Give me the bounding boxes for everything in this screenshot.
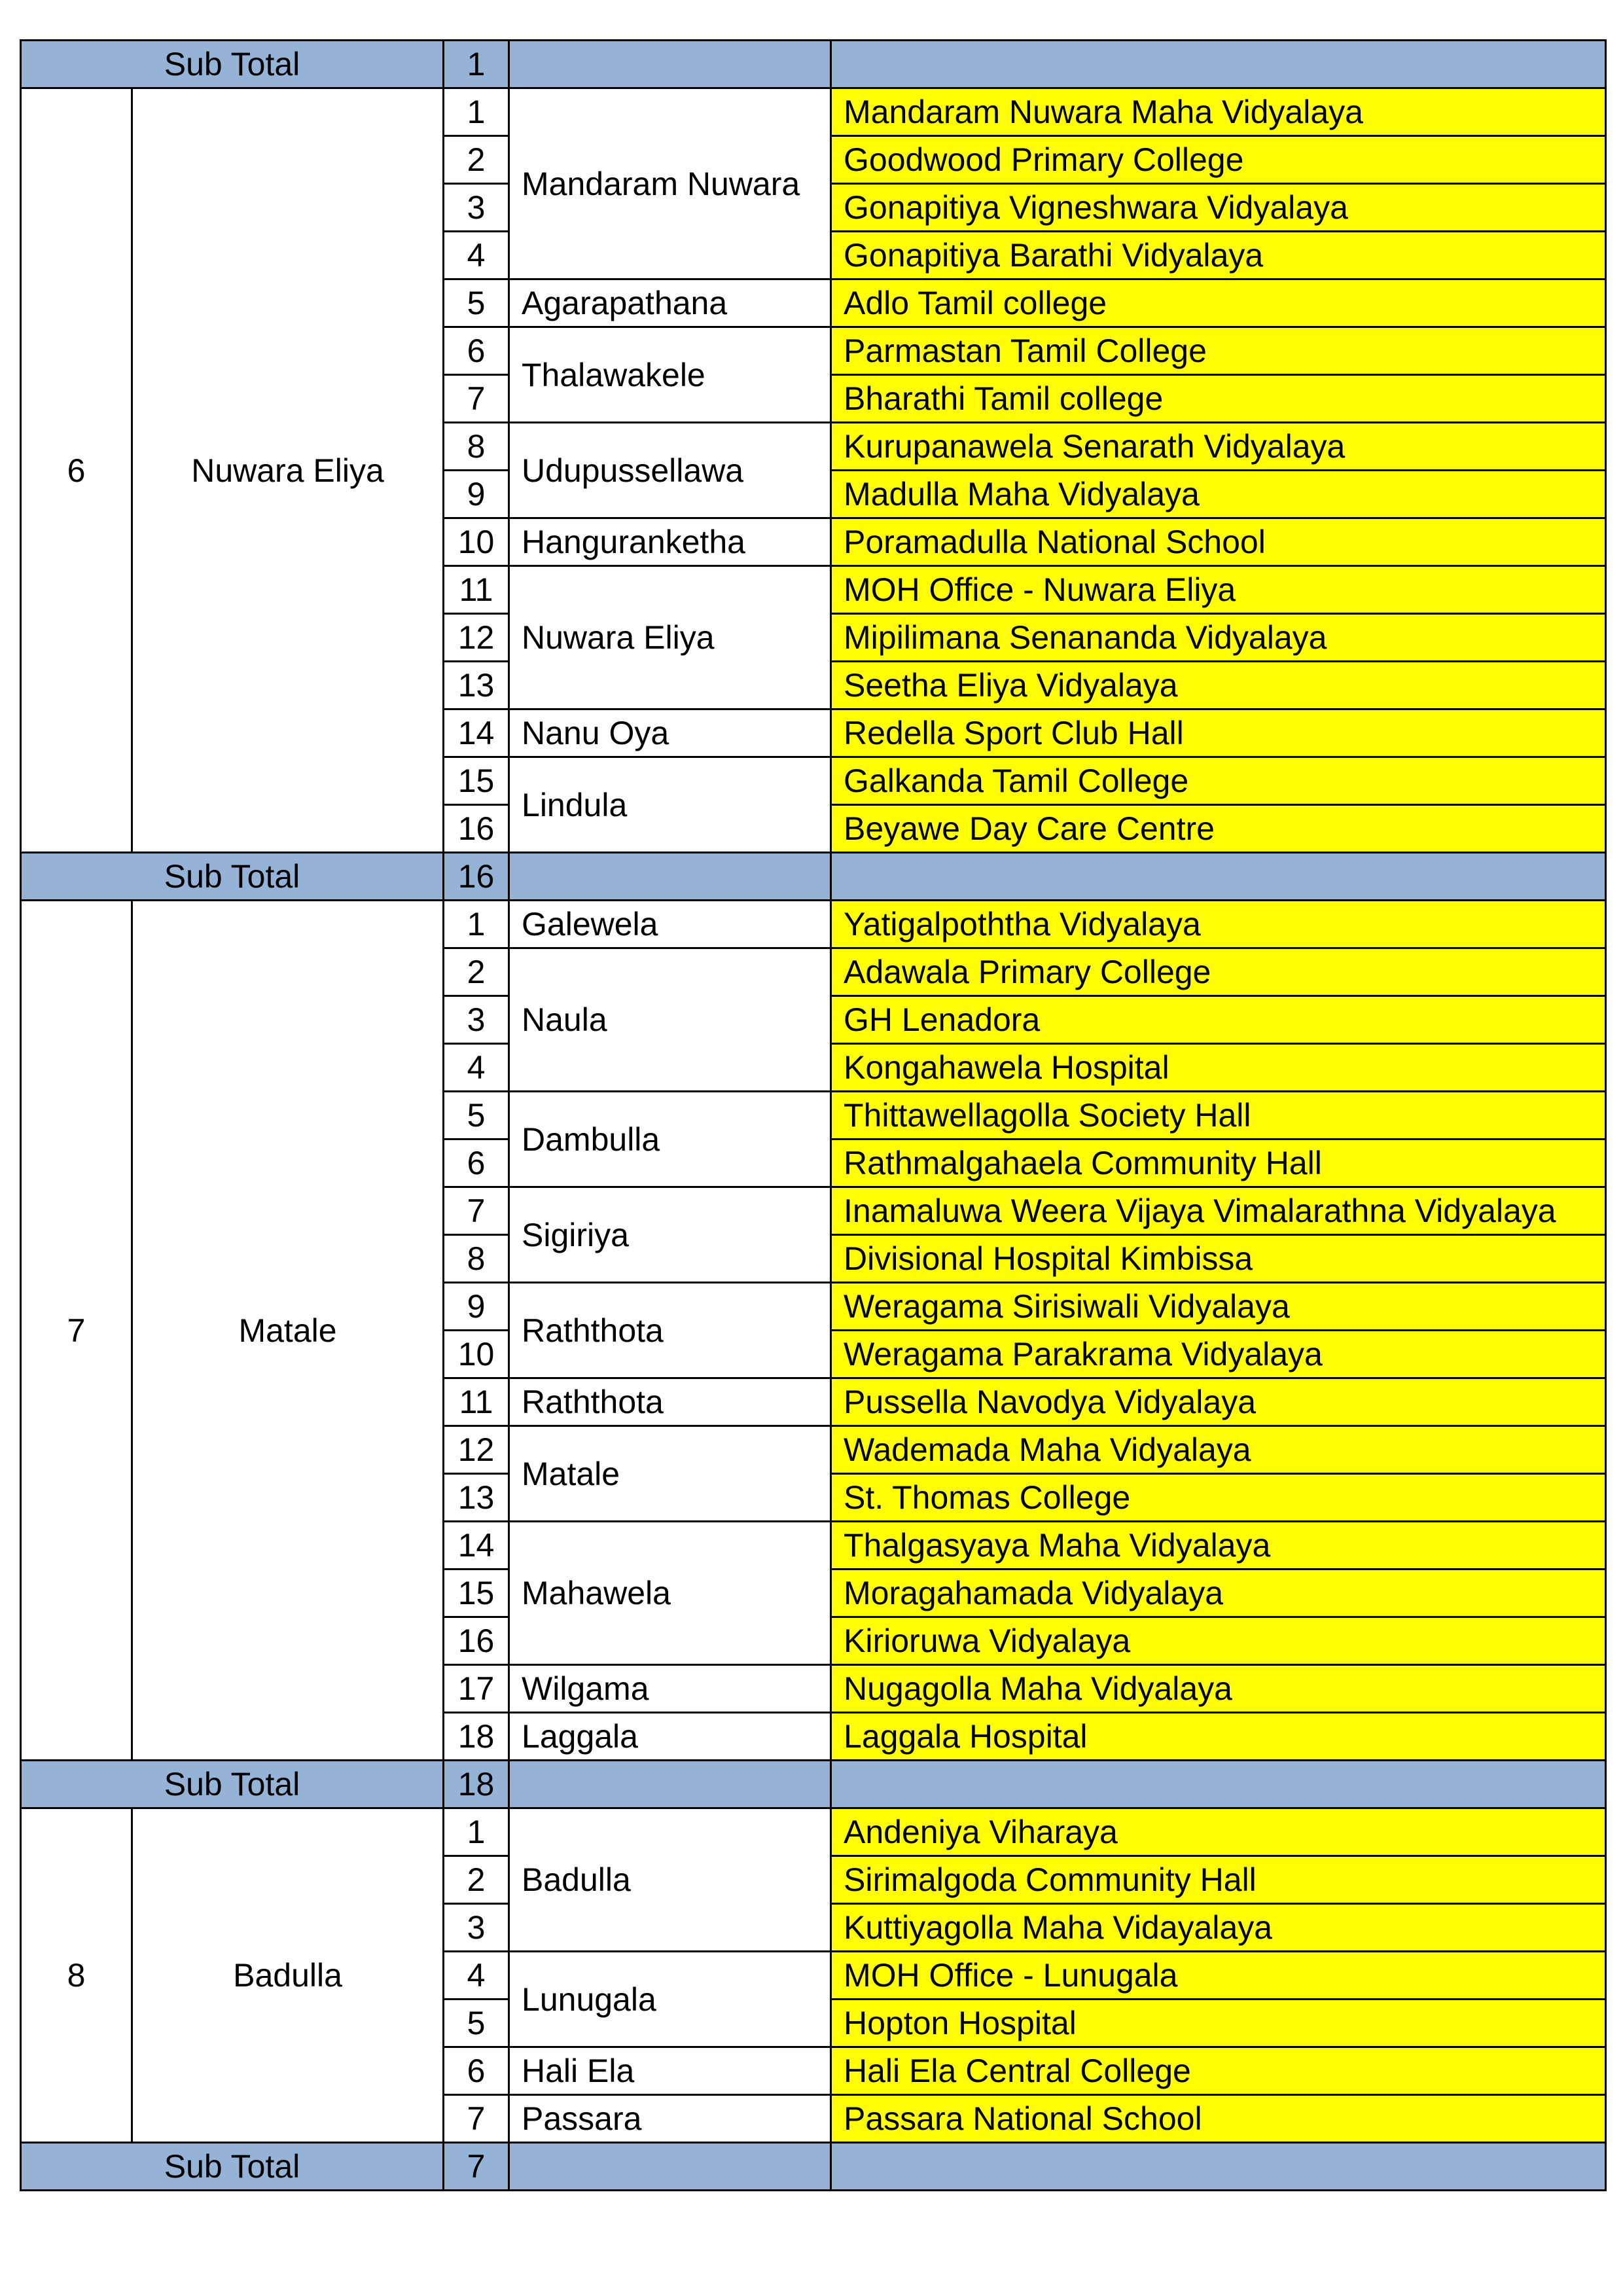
site-index: 1 xyxy=(444,901,509,948)
area-name: Lindula xyxy=(509,757,831,853)
site-index: 5 xyxy=(444,1092,509,1139)
subtotal-label: Sub Total xyxy=(21,853,444,901)
site-index: 1 xyxy=(444,88,509,136)
site-name: Weragama Sirisiwali Vidyalaya xyxy=(831,1283,1606,1331)
site-name: Bharathi Tamil college xyxy=(831,375,1606,423)
district-number: 7 xyxy=(21,901,132,1761)
site-name: Nugagolla Maha Vidyalaya xyxy=(831,1665,1606,1713)
area-name: Mandaram Nuwara xyxy=(509,88,831,279)
site-name: Kurupanawela Senarath Vidyalaya xyxy=(831,423,1606,471)
site-index: 7 xyxy=(444,2095,509,2143)
subtotal-blank xyxy=(509,1761,831,1808)
site-index: 12 xyxy=(444,614,509,662)
site-name: Inamaluwa Weera Vijaya Vimalarathna Vidyalaya xyxy=(831,1187,1606,1235)
area-name: Laggala xyxy=(509,1713,831,1761)
area-name: Agarapathana xyxy=(509,279,831,327)
district-name: Badulla xyxy=(132,1808,444,2143)
site-name: Hopton Hospital xyxy=(831,2000,1606,2047)
table-row xyxy=(21,901,1606,948)
site-name: Passara National School xyxy=(831,2095,1606,2143)
site-index: 10 xyxy=(444,518,509,566)
area-name: Nanu Oya xyxy=(509,709,831,757)
area-name: Passara xyxy=(509,2095,831,2143)
site-name: Gonapitiya Vigneshwara Vidyalaya xyxy=(831,184,1606,232)
site-index: 4 xyxy=(444,1044,509,1092)
subtotal-row xyxy=(21,853,1606,901)
site-index: 15 xyxy=(444,757,509,805)
district-name: Matale xyxy=(132,901,444,1761)
site-name: Seetha Eliya Vidyalaya xyxy=(831,662,1606,709)
site-name: Wademada Maha Vidyalaya xyxy=(831,1426,1606,1474)
site-index: 2 xyxy=(444,1856,509,1904)
table-row xyxy=(21,88,1606,136)
area-name: Dambulla xyxy=(509,1092,831,1187)
area-name: Mahawela xyxy=(509,1522,831,1665)
site-name: Divisional Hospital Kimbissa xyxy=(831,1235,1606,1283)
site-index: 11 xyxy=(444,1378,509,1426)
site-index: 6 xyxy=(444,2047,509,2095)
site-name: Madulla Maha Vidyalaya xyxy=(831,471,1606,518)
site-index: 5 xyxy=(444,2000,509,2047)
site-name: Thittawellagolla Society Hall xyxy=(831,1092,1606,1139)
site-name: MOH Office - Nuwara Eliya xyxy=(831,566,1606,614)
subtotal-blank xyxy=(831,41,1606,88)
site-index: 14 xyxy=(444,709,509,757)
site-index: 14 xyxy=(444,1522,509,1570)
district-number: 8 xyxy=(21,1808,132,2143)
area-name: Raththota xyxy=(509,1378,831,1426)
site-index: 9 xyxy=(444,1283,509,1331)
site-index: 15 xyxy=(444,1570,509,1617)
site-name: Mipilimana Senananda Vidyalaya xyxy=(831,614,1606,662)
subtotal-label: Sub Total xyxy=(21,41,444,88)
area-name: Hali Ela xyxy=(509,2047,831,2095)
site-name: Kuttiyagolla Maha Vidayalaya xyxy=(831,1904,1606,1952)
site-index: 2 xyxy=(444,136,509,184)
subtotal-blank xyxy=(509,853,831,901)
area-name: Badulla xyxy=(509,1808,831,1952)
site-index: 4 xyxy=(444,232,509,279)
site-table-body xyxy=(21,41,1606,2191)
site-name: Pussella Navodya Vidyalaya xyxy=(831,1378,1606,1426)
site-index: 3 xyxy=(444,996,509,1044)
site-index: 3 xyxy=(444,1904,509,1952)
site-name: Poramadulla National School xyxy=(831,518,1606,566)
subtotal-row xyxy=(21,2143,1606,2191)
subtotal-count: 18 xyxy=(444,1761,509,1808)
site-index: 16 xyxy=(444,1617,509,1665)
subtotal-blank xyxy=(509,2143,831,2191)
site-index: 18 xyxy=(444,1713,509,1761)
site-index: 11 xyxy=(444,566,509,614)
site-table xyxy=(20,39,1607,2191)
site-index: 4 xyxy=(444,1952,509,2000)
area-name: Udupussellawa xyxy=(509,423,831,518)
subtotal-label: Sub Total xyxy=(21,1761,444,1808)
site-name: Weragama Parakrama Vidyalaya xyxy=(831,1331,1606,1378)
site-index: 3 xyxy=(444,184,509,232)
site-index: 1 xyxy=(444,1808,509,1856)
table-row xyxy=(21,1808,1606,1856)
subtotal-blank xyxy=(831,2143,1606,2191)
site-name: Mandaram Nuwara Maha Vidyalaya xyxy=(831,88,1606,136)
site-index: 8 xyxy=(444,1235,509,1283)
site-name: Andeniya Viharaya xyxy=(831,1808,1606,1856)
subtotal-blank xyxy=(831,1761,1606,1808)
site-name: Adlo Tamil college xyxy=(831,279,1606,327)
site-name: Moragahamada Vidyalaya xyxy=(831,1570,1606,1617)
site-index: 6 xyxy=(444,327,509,375)
site-index: 8 xyxy=(444,423,509,471)
district-number: 6 xyxy=(21,88,132,853)
site-name: Sirimalgoda Community Hall xyxy=(831,1856,1606,1904)
site-index: 2 xyxy=(444,948,509,996)
site-name: Hali Ela Central College xyxy=(831,2047,1606,2095)
area-name: Galewela xyxy=(509,901,831,948)
site-name: Gonapitiya Barathi Vidyalaya xyxy=(831,232,1606,279)
area-name: Sigiriya xyxy=(509,1187,831,1283)
site-name: Thalgasyaya Maha Vidyalaya xyxy=(831,1522,1606,1570)
area-name: Thalawakele xyxy=(509,327,831,423)
subtotal-count: 16 xyxy=(444,853,509,901)
site-name: Yatigalpoththa Vidyalaya xyxy=(831,901,1606,948)
site-index: 17 xyxy=(444,1665,509,1713)
site-index: 16 xyxy=(444,805,509,853)
site-name: Kirioruwa Vidyalaya xyxy=(831,1617,1606,1665)
site-name: Adawala Primary College xyxy=(831,948,1606,996)
site-name: Beyawe Day Care Centre xyxy=(831,805,1606,853)
site-name: Parmastan Tamil College xyxy=(831,327,1606,375)
area-name: Raththota xyxy=(509,1283,831,1378)
document-page xyxy=(20,39,1605,2191)
site-name: GH Lenadora xyxy=(831,996,1606,1044)
site-index: 5 xyxy=(444,279,509,327)
site-index: 9 xyxy=(444,471,509,518)
site-name: Rathmalgahaela Community Hall xyxy=(831,1139,1606,1187)
site-name: Galkanda Tamil College xyxy=(831,757,1606,805)
site-index: 13 xyxy=(444,1474,509,1522)
site-index: 6 xyxy=(444,1139,509,1187)
subtotal-label: Sub Total xyxy=(21,2143,444,2191)
area-name: Wilgama xyxy=(509,1665,831,1713)
site-index: 12 xyxy=(444,1426,509,1474)
subtotal-count: 1 xyxy=(444,41,509,88)
area-name: Hanguranketha xyxy=(509,518,831,566)
site-index: 10 xyxy=(444,1331,509,1378)
area-name: Nuwara Eliya xyxy=(509,566,831,709)
site-index: 7 xyxy=(444,1187,509,1235)
subtotal-row xyxy=(21,1761,1606,1808)
site-name: St. Thomas College xyxy=(831,1474,1606,1522)
site-index: 7 xyxy=(444,375,509,423)
site-name: Goodwood Primary College xyxy=(831,136,1606,184)
subtotal-blank xyxy=(831,853,1606,901)
site-name: Laggala Hospital xyxy=(831,1713,1606,1761)
area-name: Lunugala xyxy=(509,1952,831,2047)
subtotal-count: 7 xyxy=(444,2143,509,2191)
area-name: Naula xyxy=(509,948,831,1092)
site-index: 13 xyxy=(444,662,509,709)
site-name: MOH Office - Lunugala xyxy=(831,1952,1606,2000)
site-name: Kongahawela Hospital xyxy=(831,1044,1606,1092)
area-name: Matale xyxy=(509,1426,831,1522)
subtotal-blank xyxy=(509,41,831,88)
district-name: Nuwara Eliya xyxy=(132,88,444,853)
site-name: Redella Sport Club Hall xyxy=(831,709,1606,757)
subtotal-row xyxy=(21,41,1606,88)
